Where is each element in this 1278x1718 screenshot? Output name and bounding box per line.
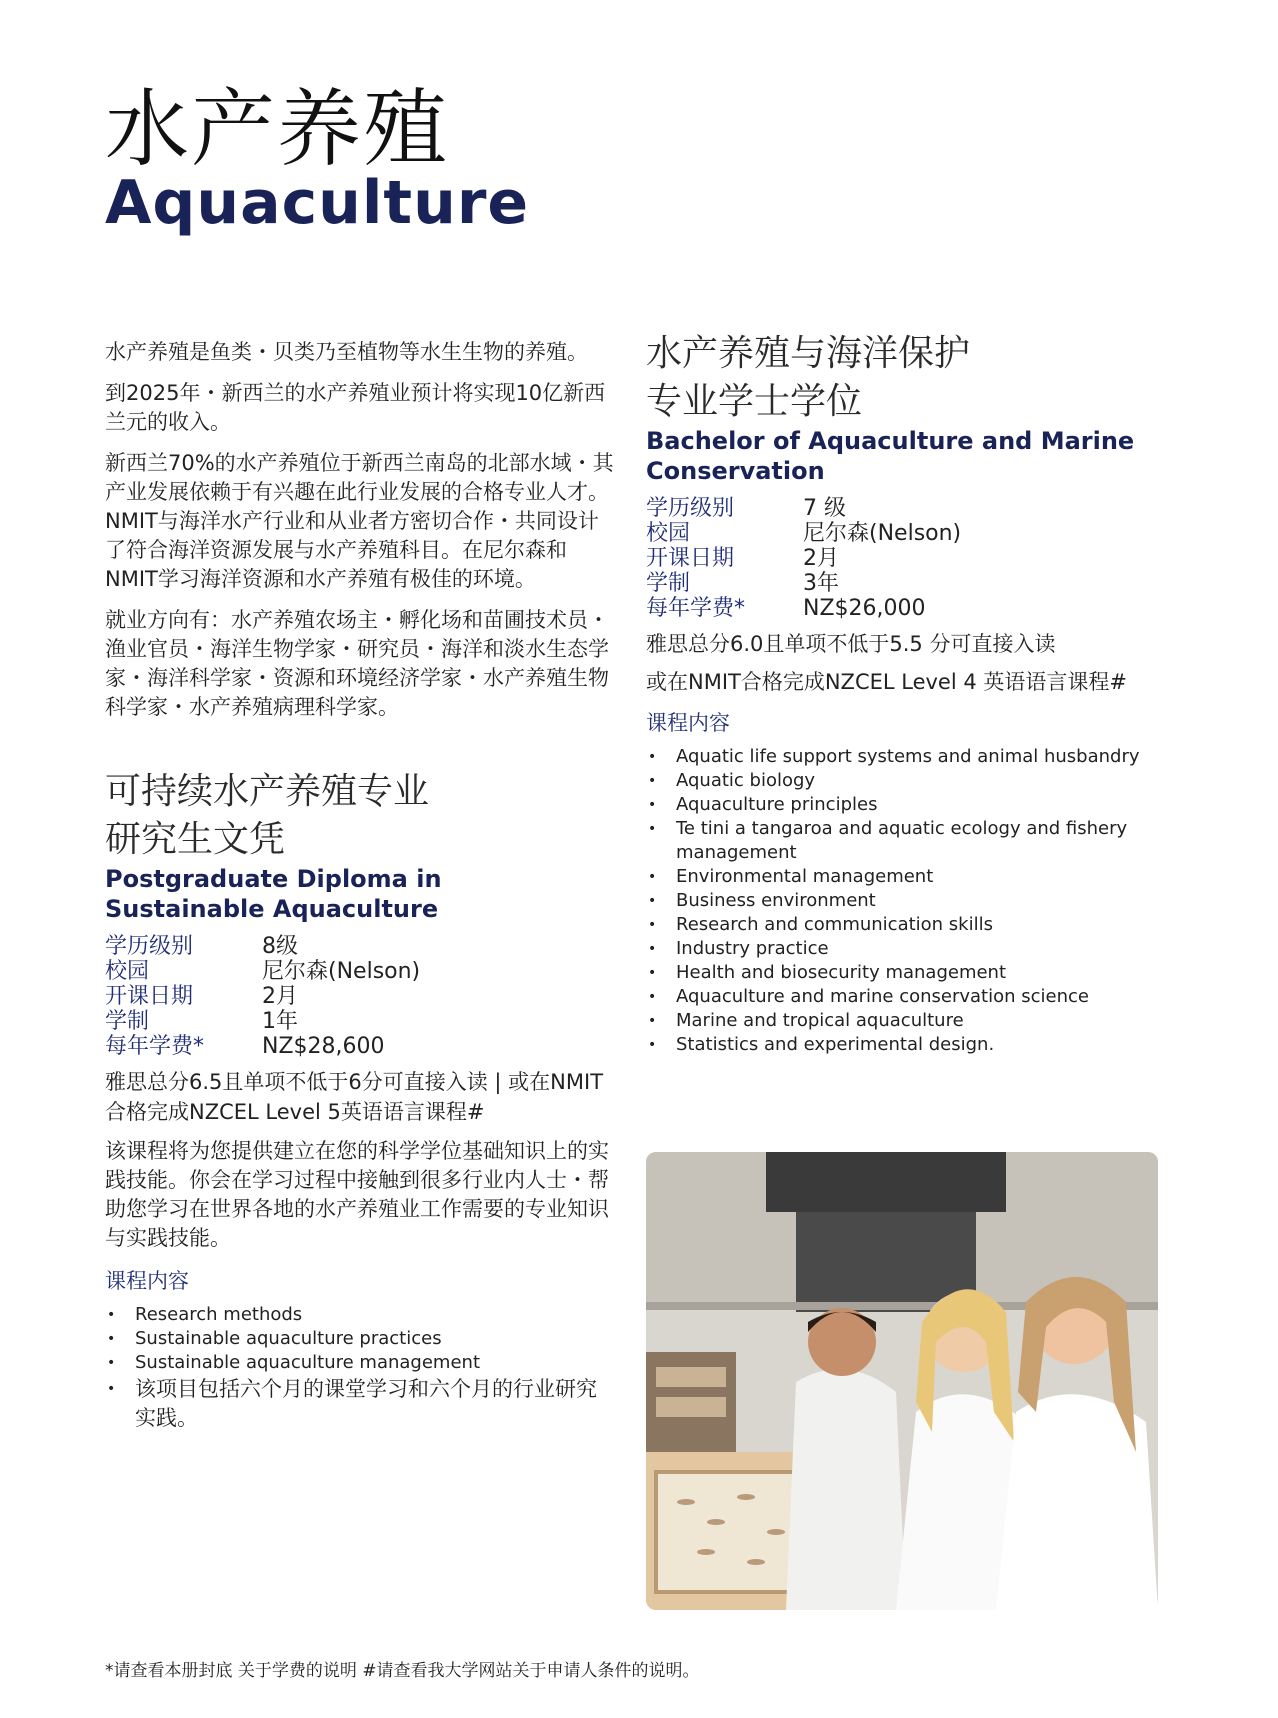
info-value: 8级 [262,934,298,959]
list-item: • Health and biosecurity management [646,961,1166,985]
info-value: NZ$26,000 [803,596,926,621]
info-key: 校园 [105,959,150,984]
page-title-chinese: 水产养殖 [105,80,450,178]
list-item: • Industry practice [646,937,1166,961]
postgrad-description: 该课程将为您提供建立在您的科学学位基础知识上的实践技能。你会在学习过程中接触到很多行业内人士・帮助您学习在世界各地的水产养殖业工作需要的专业知识与实践技能。 [105,1139,609,1250]
list-item: • Sustainable aquaculture practices [105,1327,615,1351]
bachelor-info-table [646,496,1166,621]
postgrad-course-note-list [105,1375,615,1433]
postgrad-title-cn-line1: 可持续水产养殖专业 [105,771,430,812]
postgrad-info-table [105,934,615,1059]
page-title-english: Aquaculture [105,168,530,238]
list-item: • Aquaculture principles [646,793,1166,817]
list-item: • Aquatic biology [646,769,1166,793]
info-value: NZ$28,600 [262,1034,385,1059]
footnote: *请查看本册封底 关于学费的说明 #请查看我大学网站关于申请人条件的说明。 [105,1661,700,1681]
info-value: 2月 [803,546,839,571]
intro-paragraph: 到2025年・新西兰的水产养殖业预计将实现10亿新西兰元的收入。 [105,381,606,434]
info-value: 1年 [262,1009,298,1034]
bachelor-entry-requirement-2: 或在NMIT合格完成NZCEL Level 4 英语语言课程# [646,670,1127,694]
info-key: 学制 [646,571,691,596]
list-item: • Research and communication skills [646,913,1166,937]
bachelor-content-heading: 课程内容 [646,711,730,735]
right-column [646,330,1166,1057]
postgrad-title-en-line1: Postgraduate Diploma in [105,865,442,893]
intro-paragraph: 新西兰70%的水产养殖位于新西兰南岛的北部水域・其产业发展依赖于有兴趣在此行业发展的合格专业人才。NMIT与海洋水产行业和从业者方密切合作・共同设计了符合海洋资源发展与水产养殖科目。在尼尔森和NMIT学习海洋资源和水产养殖有极佳的环境。 [105,451,614,591]
postgrad-entry-requirement: 雅思总分6.5且单项不低于6分可直接入读 | 或在NMIT合格完成NZCEL Level 5英语语言课程# [105,1070,604,1124]
info-key: 学历级别 [105,934,194,959]
list-item: • Sustainable aquaculture management [105,1351,615,1375]
list-item: • Te tini a tangaroa and aquatic ecology and fishery management [646,817,1166,865]
bachelor-entry-requirement-1: 雅思总分6.0且单项不低于5.5 分可直接入读 [646,632,1056,656]
info-key: 开课日期 [105,984,194,1009]
intro-paragraph: 水产养殖是鱼类・贝类乃至植物等水生生物的养殖。 [105,340,588,364]
info-value: 2月 [262,984,298,1009]
info-key: 校园 [646,521,691,546]
list-item: • 该项目包括六个月的课堂学习和六个月的行业研究实践。 [105,1375,615,1433]
postgrad-title-en [105,864,615,924]
list-item: • Research methods [105,1303,615,1327]
info-key: 学历级别 [646,496,735,521]
postgrad-title-en-line2: Sustainable Aquaculture [105,895,439,923]
lab-photo [646,1152,1158,1610]
bachelor-title-cn-line2: 专业学士学位 [646,381,863,422]
list-item: • Environmental management [646,865,1166,889]
postgrad-title-cn-line2: 研究生文凭 [105,819,286,860]
list-item: • Business environment [646,889,1166,913]
list-item: • Aquatic life support systems and animal husbandry [646,745,1166,769]
bachelor-title-en-line2: Conservation [646,457,825,485]
lab-photo-illustration [646,1152,1158,1610]
info-value: 尼尔森(Nelson) [262,959,421,984]
info-key: 开课日期 [646,546,735,571]
list-item: • Marine and tropical aquaculture [646,1009,1166,1033]
bachelor-title-cn-line1: 水产养殖与海洋保护 [646,333,971,374]
careers-paragraph: 就业方向有：水产养殖农场主・孵化场和苗圃技术员・渔业官员・海洋生物学家・研究员・海洋和淡水生态学家・海洋科学家・资源和环境经济学家・水产养殖生物科学家・水产养殖病理科学家。 [105,608,609,719]
postgrad-content-heading: 课程内容 [105,1269,189,1293]
postgrad-course-list [105,1303,615,1375]
bachelor-title-en-line1: Bachelor of Aquaculture and Marine [646,427,1135,455]
list-item: • Aquaculture and marine conservation science [646,985,1166,1009]
info-value: 7 级 [803,496,846,521]
info-key: 每年学费* [105,1034,205,1059]
postgrad-section [105,768,615,1433]
info-value: 尼尔森(Nelson) [803,521,962,546]
info-key: 每年学费* [646,596,746,621]
list-item: • Statistics and experimental design. [646,1033,1166,1057]
info-value: 3年 [803,571,839,596]
bachelor-course-list [646,745,1166,1057]
left-column [105,338,615,1433]
info-key: 学制 [105,1009,150,1034]
bachelor-title-en [646,426,1166,486]
